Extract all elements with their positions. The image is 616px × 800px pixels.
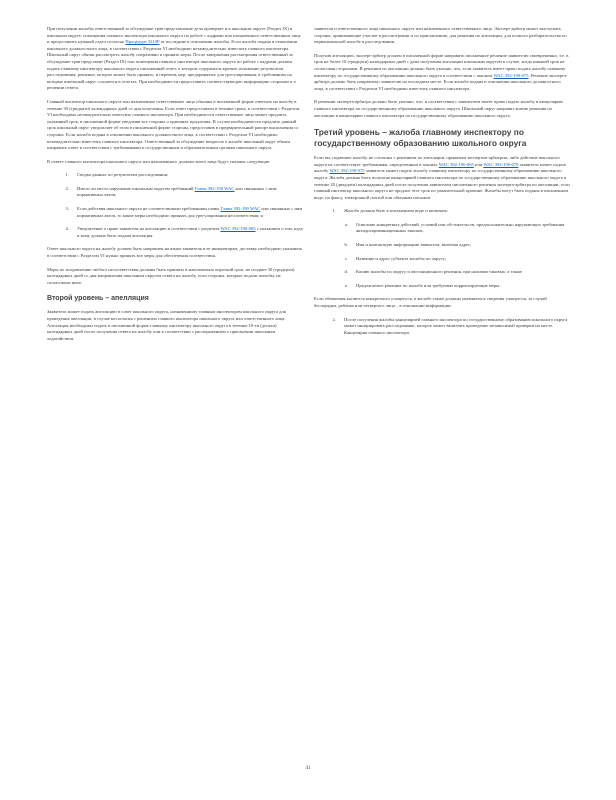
paragraph: Если вы, подавшие жалобу, не согласны с решением по апелляции, принятым экспертом-арбитром, либо действие школьного округа не соответствует требованиям, определенным в законах WAC 392-190-065 или WAC 392-190-070 заявитель может подать жалобу WAC 392-190-075 заявитель может подать жалобу главному инспектору по государственному образованию школьного округа. Жалоба должна быть получена канцелярией главного инспектора по государственному образованию школьного округа в течение 20 (двадцати) календарных дней после получения заявителем письменного решения эксперта-арбитра по апелляции, если главный инспектор школьного округа не продлит этот срок по уважительной причине. Жалобы могут быть поданы в письменном виде, по факсу, электронной почтой или обычным письмом. <box>314 155 570 200</box>
numbered-list <box>314 317 570 337</box>
paragraph: Главный инспектор школьного округа или назначенное ответственное лицо обязаны в письменной форме ответить на жалобу в течение 30 (тридцати) календарных дней со дня получения. Если ответ предоставлен в течение срока, в соответствии с Разделом VI необходимо незамедлительно известить главного инспектора. При необходимости ответственное лицо может продлить указанный срок, в письменной форме уведомив все стороны о причинах продления. В случае необходимости продлить данный срок школьный округ уведомляет об этом в письменной форме стороны, предоставив в предварительный рапорт выполнения со стороны. Если жалоба подана в отношении школьного должностного лица, в соответствии с Разделом VI необходимо незамедлительно известить главного инспектора. Ответственный за обсуждение вопросов о жалобе школьный округ обязан направить ответ в соответствии с требованиями к государственным и образовательным органам школьного округа. <box>47 98 300 151</box>
wac-link[interactable]: WAC 392-190-065 <box>220 226 256 232</box>
procedure-link[interactable]: Процедуре 3210P <box>125 39 160 45</box>
left-column <box>47 26 303 349</box>
paragraph: Меры по исправлению любого несоответствия должны быть приняты в максимально короткий срок, не позднее 30 (тридцати) календарных дней со дня направления школьным округом ответа на жалобу, если стороны, которые подали жалобы, не согласовали иное. <box>47 266 295 285</box>
wac-link[interactable]: WAC 392-190-065 <box>438 161 474 167</box>
list-item: 3. Если действия школьного округа не соответствовали требованиям главы Главы 392-190 WAC или связанных с ним нормативных актов, то какие меры необходимо принять для урегулирования несоответствия; и <box>65 206 303 218</box>
wac-link[interactable]: WAC 392-190-075 <box>329 168 365 174</box>
list-item: е. Предлагаемое решение по жалобе или требуемые корректирующие меры. <box>344 282 501 288</box>
list-item: 1. Сводка данных по результатам расследования; <box>65 172 169 178</box>
section-heading: Третий уровень – жалоба главному инспектору по государственному образованию школьного округа <box>314 127 527 149</box>
paragraph: Если обвинения касаются конкретного учащегося, в жалобе также должны указываться сведения учащегося, за случай беспорядка, ребенка или четвертого лица – в отношении информации: <box>314 296 547 309</box>
list-item: 2. После получения жалобы канцелярией главного инспектора по государственному образованию школьного округа может инициировать расследование, которое может включать проведение независимой проверки на месте. Канцелярия главного инспектора. <box>332 316 568 335</box>
list-item: 1. Жалоба должна быть в письменном виде и включать: <box>332 208 449 214</box>
list-item: b. Имя и контактную информацию заявителя, включая адрес; <box>344 242 472 248</box>
paragraph: В ответе главного инспектора школьного округа или назначенного должностного лица будут указаны следующие: <box>47 158 271 164</box>
paragraph: Ответ школьного округа на жалобу должен быть направлен на языке заявителя и ее инициаторам, доставку необходимо указывать в соответствии с Разделом VI нужно принять все меры для обеспечения соответствия. <box>47 246 303 259</box>
wac-link[interactable]: Главы 392-190 WAC <box>194 185 235 191</box>
wac-link[interactable]: WAC 392-190-075 <box>493 72 529 78</box>
paragraph: Заявитель может подать апелляцию в совет школьного округа, назначенному главным инспектором школьного округа для проведения апелляции, в случае несогласия с решением главного инспектора школьного округа или ответственного лица. Апелляция необходимо подать в письменной форме главному инспектору школьного округа в течение 10-ти (десяти) календарных дней после получения ответа на жалобу или в соответствии с распоряжением о присвоении школьным ходатайством. <box>47 309 286 341</box>
page-number: 41 <box>305 766 311 771</box>
list-item: с. Название и адрес субъекта жалобы по округу; <box>344 255 447 261</box>
paragraph: заявителя и ответственного лица школьного округа или назначенного ответственного лица. Эксперт-арбитр может выслушать стороны, принимающие участие в рассмотрении и по приглашению, для решения по апелляции, для полного разбирательства по первоначальной жалобе в расследовании. <box>314 26 567 45</box>
paragraph: При получении жалобы ответственный за обсуждение трав представление дела проверяет и в школьном округе (Раздел IX) и школьном округе, помещения главного инспектора школьного округа по работе с кадрами или назначенного ответственным лица и предоставить нужный отдел согласно Процедуре 3210P за последние в отношении жалобы. Если жалоба подана в отношении школьного должностного лица, в соответствии с Разделом VI необходимо незамедлительно известить главного инспектора. Школьный округ обязан рассмотреть жалобу оперативно и принять меры. После завершения рассмотрения ответственный за обсуждение трав представит (Раздел IX) или помещения главного инспектора школьного округа по работе с кадрами должен подать главному инспектору школьного округа письменный отчет, в котором содержится краткое изложение результатов расследования, решение, которое может быть принято, и перечень мер, предпринятых для урегулирования, в требованиях на которые школьный округ ссылается в отчетах. При необходимости предоставить соответствующую информацию сторонам и о решении ответа. <box>47 26 301 91</box>
list-item: d. Копию жалобы по округу и апелляционного решения, при наличии таковых; а также <box>344 269 523 275</box>
response-list <box>47 172 303 239</box>
paragraph: Получив апелляцию, эксперт-арбитр должен в письменной форме направить письменное решение заявителю своевременно, т.е. в срок не более 10 (тридцати) календарных дней с даты получения апелляции школьным округом в случае, когда никакой срок не согласован сторонами. В решении по апелляции должно быть указано, что, если заявитель имеет право подать жалобу главному инспектору по государственному образованию школьного округа в соответствии с законом WAC 392-190-075. Решение эксперта-арбитра должно быть направлено заявителю на последнем месте. Если жалоба подана в отношении школьного должностного лица, в соответствии с Разделом VI необходимо известить главного инспектора. <box>314 52 569 91</box>
complaint-list <box>314 208 570 215</box>
paragraph: В решении эксперта-арбитра должно быть указано, что, в соответствии с заявителем имеет право подать жалобу в канцелярию главного инспектора по государственному образованию школьного округа. Школьный округ направит копию решения по апелляции в канцелярию главного инспектора по государственному образованию школьного округа. <box>314 99 563 118</box>
wac-link[interactable]: Главы 392-190 WAC <box>220 206 261 212</box>
right-column <box>314 26 570 343</box>
list-item: 4. Уведомление о праве заявителя на апелляцию в соответствии с разделом WAC 392-190-065 с указанием о том, куда и кому должна быть подана апелляция. <box>65 226 303 238</box>
list-item: 2. Имело ли место нарушение школьным округом требований Главы 392-190 WAC или связанных с ним нормативных актов; <box>65 185 277 198</box>
complaint-sublist <box>314 222 570 290</box>
wac-link[interactable]: WAC 392-190-070 <box>483 161 519 167</box>
section-heading: Второй уровень – апелляция <box>47 295 149 303</box>
list-item: а. Описание конкретных действий, условий или обстоятельств, предположительно нарушающих требования антидискриминационных законов; <box>344 221 565 234</box>
